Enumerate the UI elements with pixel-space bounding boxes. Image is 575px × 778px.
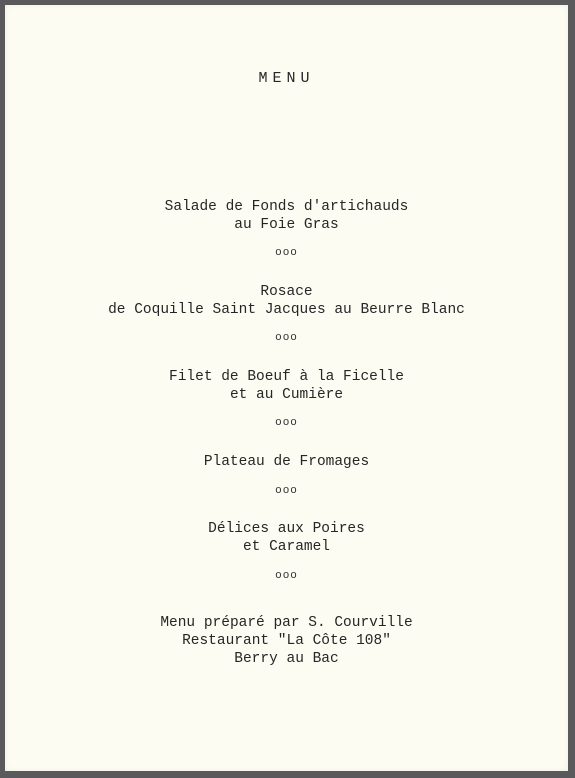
course-2-line-1: Rosace — [260, 284, 313, 300]
menu-card — [5, 5, 568, 771]
course-3-line-2: et au Cumière — [229, 387, 344, 403]
course-3-line-1: Filet de Boeuf à la Ficelle — [169, 369, 404, 385]
course-4-line-1: Plateau de Fromages — [203, 454, 370, 470]
course-separator: ooo — [275, 332, 298, 344]
footer-location: Berry au Bac — [234, 651, 339, 667]
course-separator: ooo — [275, 247, 298, 259]
footer-prepared-by: Menu préparé par S. Courville — [160, 615, 413, 631]
course-5-line-2: et Caramel — [242, 539, 330, 555]
course-5-line-1: Délices aux Poires — [208, 521, 365, 537]
course-separator: ooo — [275, 485, 298, 497]
course-1-line-2: au Foie Gras — [234, 217, 339, 233]
course-separator: ooo — [275, 417, 298, 429]
menu-title: MENU — [258, 70, 315, 87]
footer-restaurant: Restaurant "La Côte 108" — [182, 633, 391, 649]
course-2-line-2: de Coquille Saint Jacques au Beurre Blanc — [108, 302, 465, 318]
course-separator: ooo — [275, 570, 298, 582]
course-1-line-1: Salade de Fonds d'artichauds — [164, 199, 409, 215]
